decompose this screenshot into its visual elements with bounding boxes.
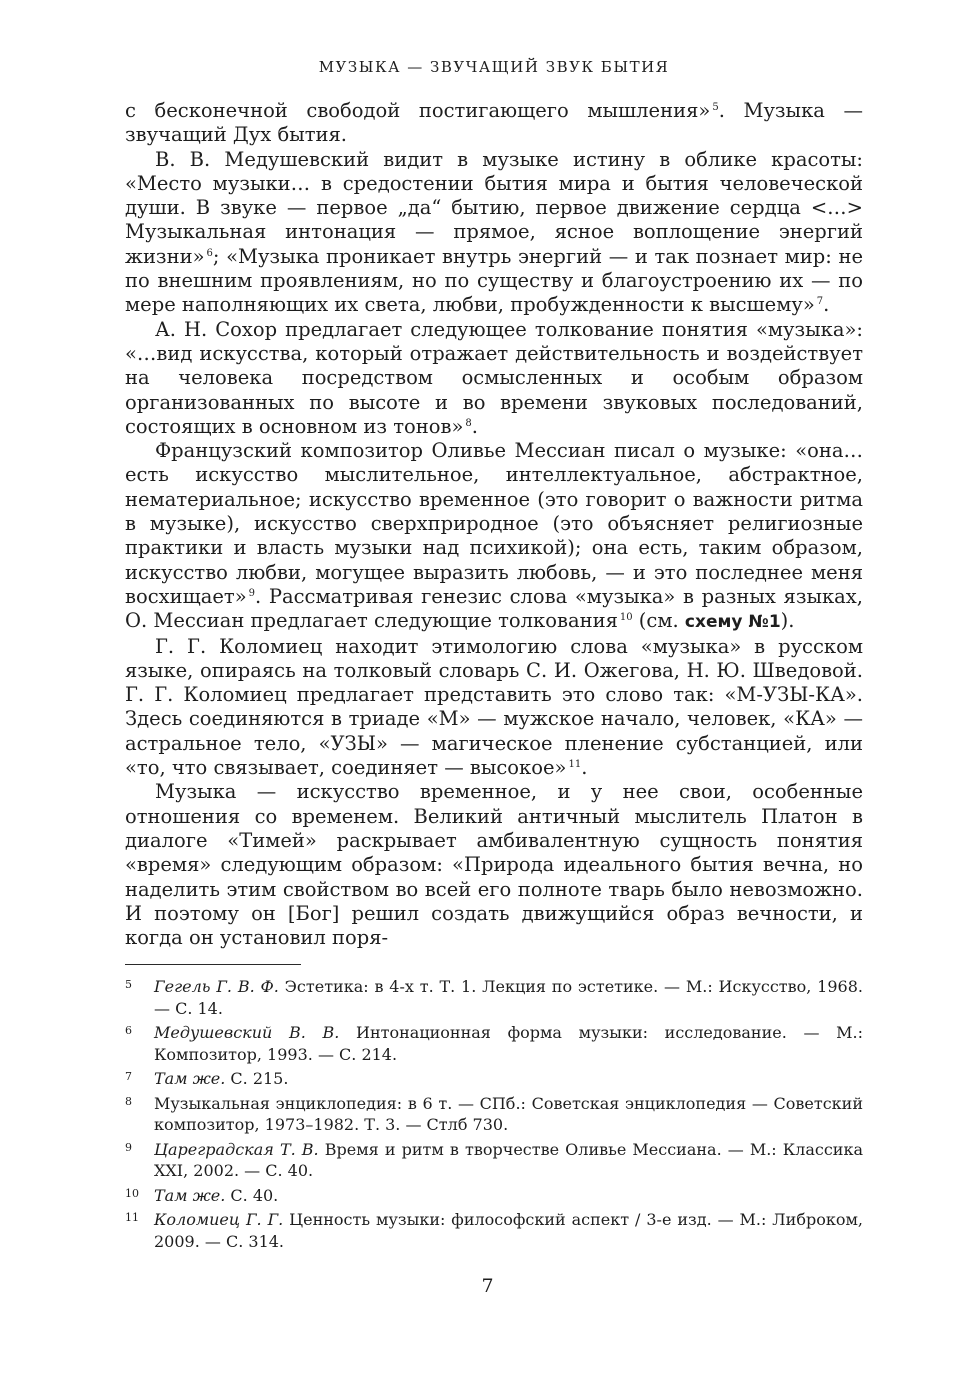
paragraph-text: (см. <box>632 609 685 633</box>
footnote-ref[interactable]: 7 <box>816 296 824 308</box>
footnote <box>125 1022 863 1065</box>
paragraph-3 <box>125 318 863 439</box>
footnote-text: С. 215. <box>225 1069 289 1088</box>
scheme-reference[interactable]: схему №1 <box>684 612 781 633</box>
footnote-author: Там же. <box>154 1069 226 1088</box>
paragraph-text: . <box>823 293 830 317</box>
footnote-number: 8 <box>125 1094 132 1108</box>
footnote-number: 9 <box>125 1140 132 1154</box>
footnote-text: Время и ритм в творчестве Оливье Мессиана. — М.: Классика XXI, 2002. — С. 40. <box>154 1139 864 1180</box>
footnote <box>125 1093 863 1136</box>
footnote <box>125 976 863 1019</box>
footnote-number: 5 <box>125 978 132 991</box>
paragraph-text: А. Н. Сохор предлагает следующее толкование понятия «музыка»: «…вид искусства, который отражает действительность и воздействует на человека посредством осмысленных и особым образом организованных по высоте и во времени звуковых последований, состоящих в основном из тонов» <box>125 317 863 438</box>
footnote-author: Коломиец Г. Г. <box>154 1210 284 1229</box>
footnote-ref[interactable]: 11 <box>568 759 582 771</box>
paragraph-text: . Рассматривая генезис слова «музыка» в разных языках, О. Мессиан предлагает следующие толкования <box>125 584 863 633</box>
footnote-author: Там же. <box>154 1185 226 1205</box>
paragraph-text: . <box>581 756 588 780</box>
footnote-author: Цареградская Т. В. <box>154 1139 319 1159</box>
footnote-ref[interactable]: 10 <box>619 612 633 624</box>
footnote-text: С. 40. <box>225 1185 279 1205</box>
footnote-text: Эстетика: в 4-х т. Т. 1. Лекция по эстетике. — М.: Искусство, 1968. — С. 14. <box>154 977 863 1018</box>
paragraph-text: . <box>471 414 478 438</box>
paragraph-text: ). <box>780 609 795 633</box>
paragraph-2 <box>125 148 863 318</box>
footnote-number: 10 <box>125 1186 139 1200</box>
footnote-text: Интонационная форма музыки: исследование. — М.: Композитор, 1993. — С. 214. <box>154 1023 863 1064</box>
paragraph-text: Французский композитор Оливье Мессиан писал о музыке: «она… есть искусство мыслительное, интеллектуальное, абстрактное, нематериальное; искусство временное (это говорит о важности ритма в музыке), искусство сверхприродное (это объясняет религиозные практики и власть музыки над психикой); она есть, таким образом, искусство любви, могущее выразить любовь, — и это последнее меня восхищает» <box>125 439 863 608</box>
footnote-text: Ценность музыки: философский аспект / 3-е изд. — М.: Либроком, 2009. — С. 314. <box>154 1210 863 1251</box>
footnote-author: Медушевский В. В. <box>154 1023 340 1042</box>
footnote-text: Музыкальная энциклопедия: в 6 т. — СПб.: Советская энциклопедия — Советский композитор, 1973–1982. Т. 3. — Стлб 730. <box>154 1093 863 1134</box>
footnote-ref[interactable]: 9 <box>248 587 256 599</box>
paragraph-text: ; «Музыка проникает внутрь энергий — и так познает мир: не по внешним проявлениям, но по существу и благоустроению их — по мере наполняющих их света, любви, пробужденности к высшему» <box>125 244 863 317</box>
footnote <box>125 1209 863 1252</box>
paragraph-4 <box>125 439 863 634</box>
footnote-divider <box>125 964 301 965</box>
paragraph-text: Г. Г. Коломиец находит этимологию слова «музыка» в русском языке, опираясь на толковый словарь С. И. Ожегова, Н. Ю. Шведовой. Г. Г. Коломиец предлагает представить это слово так: «М-УЗЫ-КА». Здесь соединяются в триаде «М» — мужское начало, человек, «КА» — астральное тело, «УЗЫ» — магическое пленение субстанцией, или «то, что связывает, соединяет — высокое» <box>125 634 863 780</box>
footnote-ref[interactable]: 5 <box>712 102 719 113</box>
footnote-ref[interactable]: 6 <box>206 247 213 259</box>
footnote <box>125 1185 863 1207</box>
footnote-ref[interactable]: 8 <box>465 417 472 429</box>
running-title: МУЗЫКА — ЗВУЧАЩИЙ ЗВУК БЫТИЯ <box>318 58 670 76</box>
footnote-number: 6 <box>125 1024 132 1037</box>
paragraph-5 <box>125 635 863 781</box>
footnote <box>125 1139 863 1182</box>
paragraph-text: Музыка — искусство временное, и у нее свои, особенные отношения со временем. Великий античный мыслитель Платон в диалоге «Тимей» раскрывает амбивалентную сущность понятия «время» следующим образом: «Природа идеального бытия вечна, но наделить этим свойством во всей его полноте тварь было невозможно. И поэтому он [Бог] решил создать движущийся образ вечности, и когда он установил поря- <box>125 780 863 950</box>
paragraph-6 <box>125 780 863 950</box>
footnote-number: 11 <box>125 1211 139 1224</box>
footnote <box>125 1068 863 1090</box>
page-number: 7 <box>481 1275 494 1297</box>
paragraph-1 <box>125 99 863 148</box>
paragraph-text: с бесконечной свободой постигающего мышления» <box>125 99 711 122</box>
footnotes <box>125 976 863 1255</box>
footnote-number: 7 <box>125 1070 132 1083</box>
footnote-author: Гегель Г. В. Ф. <box>154 977 279 996</box>
paragraph-text: В. В. Медушевский видит в музыке истину в облике красоты: «Место музыки… в средостении бытия мира и бытия человеческой души. В звуке — первое „да“ бытию, первое движение сердца <…> Музыкальная интонация — прямое, ясное воплощение энергий жизни» <box>125 147 863 268</box>
paragraph-text: . Музыка — звучащий Дух бытия. <box>125 99 863 147</box>
main-text <box>125 99 863 950</box>
